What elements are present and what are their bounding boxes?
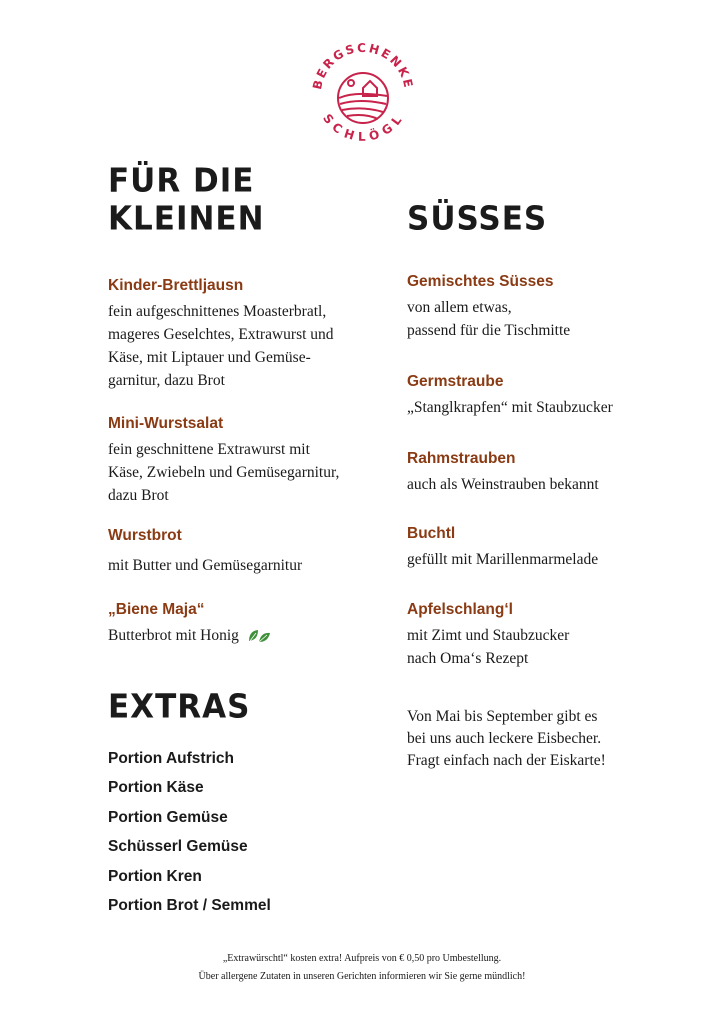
section-title-kids-line2: KLEINEN (108, 200, 265, 238)
menu-item-name: Gemischtes Süsses (407, 273, 554, 290)
menu-item (407, 272, 677, 342)
logo-top-text: BERGSCHENKE (310, 40, 416, 91)
extras-item: Portion Kren (108, 867, 202, 885)
footer-notes (0, 950, 724, 986)
menu-item-desc: von allem etwas, passend für die Tischmitte (407, 299, 571, 339)
menu-item-name: Mini-Wurstsalat (108, 415, 224, 432)
menu-item-name: Apfelschlang‘l (407, 601, 513, 618)
menu-item-desc: auch als Weinstrauben bekannt (407, 476, 599, 493)
menu-item-desc: fein geschnittene Extrawurst mit Käse, Zwiebeln und Gemüsegarnitur, dazu Brot (108, 441, 340, 504)
extras-item: Schüsserl Gemüse (108, 838, 248, 856)
menu-item-name: Kinder-Brettljausn (108, 277, 244, 294)
menu-item-name: Wurstbrot (108, 527, 182, 544)
menu-item-name: Rahmstrauben (407, 450, 516, 467)
extras-item: Portion Käse (108, 779, 204, 797)
menu-item-name: „Biene Maja“ (108, 601, 205, 618)
menu-item-desc: mit Zimt und Staubzucker nach Oma‘s Rezept (407, 627, 570, 667)
menu-item-desc-text: Butterbrot mit Honig (108, 627, 239, 644)
section-title-extras: EXTRAS (108, 688, 251, 726)
menu-item (407, 524, 677, 571)
footer-line-allergens: Über allergene Zutaten in unseren Gerichten informieren wir Sie gerne mündlich! (198, 971, 526, 982)
menu-item (108, 414, 378, 507)
menu-item (108, 600, 378, 647)
menu-item-name: Buchtl (407, 525, 456, 542)
menu-item-desc: fein aufgeschnittenes Moasterbratl, mageres Geselchtes, Extrawurst und Käse, mit Liptauer und Gemüse- garnitur, dazu Brot (108, 303, 334, 389)
menu-item-desc: gefüllt mit Marillenmarmelade (407, 551, 599, 568)
menu-item (407, 449, 677, 496)
menu-item-desc: mit Butter und Gemüsegarnitur (108, 557, 303, 574)
farmhouse-hills-icon (338, 73, 388, 123)
extras-item: Portion Aufstrich (108, 750, 235, 767)
bergschenke-logo (305, 36, 421, 152)
menu-item-name: Germstraube (407, 373, 504, 390)
extras-item: Portion Brot / Semmel (108, 897, 271, 915)
section-title-desserts: SÜSSES (407, 200, 548, 238)
menu-item (108, 276, 378, 392)
extras-item: Portion Gemüse (108, 808, 228, 826)
menu-item-desc: „Stanglkrapfen“ mit Staubzucker (407, 399, 613, 416)
menu-item (407, 372, 677, 419)
footer-line-extra-charge: „Extrawürschtl“ kosten extra! Aufpreis von € 0,50 pro Umbestellung. (222, 953, 502, 964)
logo-bottom-text: SCHLÖGL (320, 111, 406, 144)
menu-item (108, 526, 378, 577)
menu-item-desc (108, 624, 378, 647)
section-title-kids-line1: FÜR DIE (108, 162, 255, 200)
menu-item (407, 600, 677, 670)
section-title-kids (108, 162, 265, 238)
ice-cream-note: Von Mai bis September gibt es bei uns auch leckere Eisbecher. Fragt einfach nach der Eiskarte! (407, 708, 606, 769)
extras-list (108, 744, 271, 920)
vegetarian-leaf-icon (247, 627, 271, 645)
